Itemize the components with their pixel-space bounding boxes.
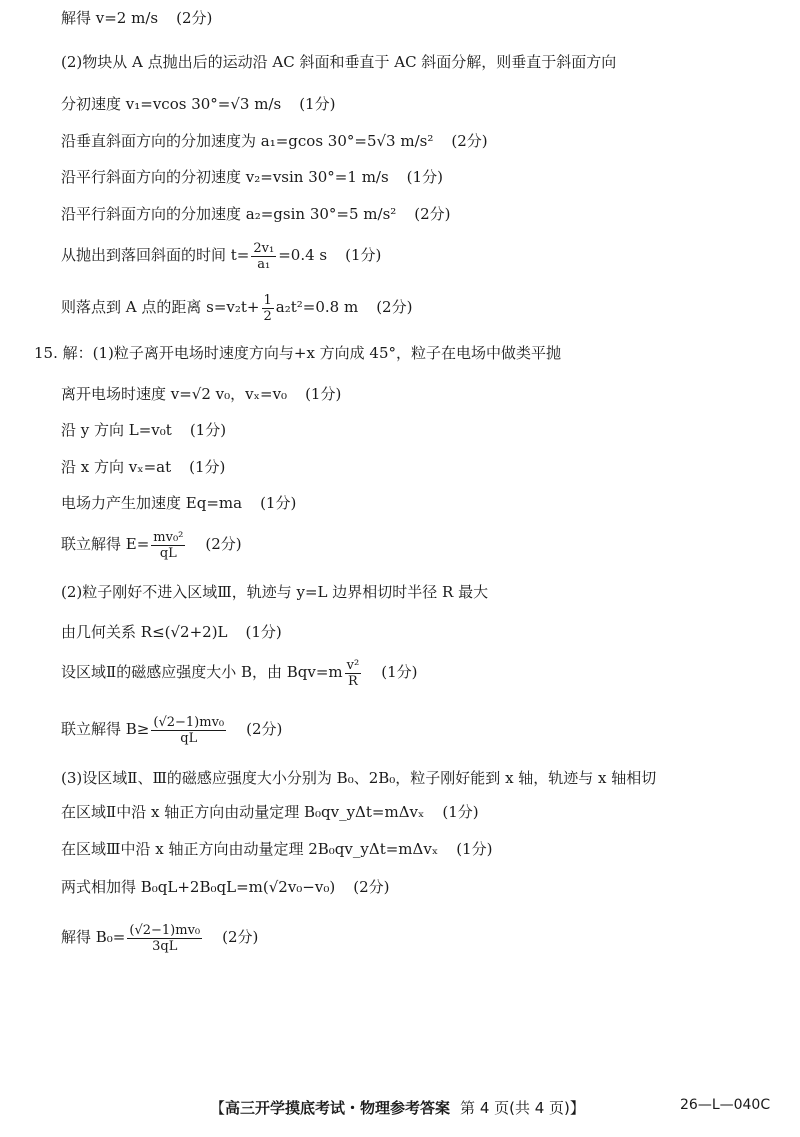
footer-bracket: 】 bbox=[569, 1099, 585, 1117]
fraction bbox=[251, 241, 276, 272]
fraction-denominator: 3qL bbox=[152, 938, 178, 954]
score-label: (1分) bbox=[381, 663, 418, 681]
score-label: (2分) bbox=[205, 535, 242, 553]
solution-line bbox=[61, 420, 226, 440]
solution-line bbox=[61, 52, 616, 72]
line-text: 从抛出到落回斜面的时间 t= bbox=[61, 246, 250, 264]
solution-line bbox=[61, 839, 492, 859]
footer-subject: 物理参考答案 bbox=[360, 1099, 451, 1117]
solution-line bbox=[61, 712, 282, 746]
solution-line bbox=[61, 877, 389, 897]
solution-line bbox=[61, 457, 225, 477]
solution-line bbox=[61, 920, 258, 954]
solution-line bbox=[61, 167, 443, 187]
score-label: (1分) bbox=[345, 246, 382, 264]
solution-line bbox=[61, 204, 451, 224]
line-text: 沿 y 方向 L=v₀t bbox=[61, 421, 172, 439]
fraction-numerator: (√2−1)mv₀ bbox=[129, 922, 201, 938]
line-text: 解得 v=2 m/s bbox=[61, 9, 159, 27]
line-text: (2)粒子刚好不进入区域Ⅲ，轨迹与 y=L 边界相切时半径 R 最大 bbox=[61, 583, 489, 601]
line-text: (2)物块从 A 点抛出后的运动沿 AC 斜面和垂直于 AC 斜面分解，则垂直于斜面方向 bbox=[61, 53, 617, 71]
page-footer bbox=[210, 1097, 585, 1118]
score-label: (1分) bbox=[260, 494, 297, 512]
line-text: 分初速度 v₁=vcos 30°=√3 m/s bbox=[61, 95, 282, 113]
line-text: 由几何关系 R≤(√2+2)L bbox=[61, 623, 228, 641]
line-text: 沿平行斜面方向的分初速度 v₂=vsin 30°=1 m/s bbox=[61, 168, 389, 186]
line-text: 在区域Ⅲ中沿 x 轴正方向由动量定理 2B₀qv_yΔt=mΔvₓ bbox=[61, 840, 439, 858]
fraction-numerator: mv₀² bbox=[153, 529, 184, 545]
score-label: (2分) bbox=[451, 132, 488, 150]
footer-doc-code: 26—L—040C bbox=[680, 1097, 771, 1113]
score-label: (1分) bbox=[189, 421, 227, 439]
fraction bbox=[151, 530, 185, 561]
line-text: (3)设区域Ⅱ、Ⅲ的磁感应强度大小分别为 B₀、2B₀，粒子刚好能到 x 轴，轨迹与 x 轴相切 bbox=[61, 769, 657, 787]
score-label: (1分) bbox=[456, 840, 493, 858]
footer-exam-name: 高三开学摸底考试・ bbox=[225, 1099, 361, 1117]
score-label: (2分) bbox=[176, 9, 213, 27]
line-text: 联立解得 E= bbox=[61, 535, 150, 553]
solution-line bbox=[61, 768, 656, 788]
footer-page-number: 第 4 页(共 4 页) bbox=[460, 1099, 570, 1117]
fraction bbox=[127, 923, 202, 954]
line-text: a₂t²=0.8 m bbox=[275, 298, 359, 316]
fraction-denominator: 2 bbox=[263, 308, 272, 324]
line-text: 沿 x 方向 vₓ=at bbox=[61, 458, 172, 476]
solution-line bbox=[61, 622, 282, 642]
fraction-denominator: qL bbox=[159, 545, 177, 561]
fraction bbox=[345, 658, 362, 689]
line-text: 则落点到 A 点的距离 s=v₂t+ bbox=[61, 298, 260, 316]
score-label: (2分) bbox=[222, 928, 259, 946]
score-label: (1分) bbox=[442, 803, 479, 821]
line-text: =0.4 s bbox=[278, 246, 328, 264]
fraction-denominator: a₁ bbox=[257, 256, 271, 272]
fraction-numerator: 2v₁ bbox=[253, 240, 275, 256]
fraction-denominator: R bbox=[348, 673, 358, 689]
solution-line bbox=[61, 582, 488, 602]
solution-line bbox=[61, 528, 242, 561]
fraction-numerator: v² bbox=[346, 657, 360, 673]
solution-line bbox=[61, 493, 296, 513]
solution-line bbox=[61, 131, 488, 151]
fraction-denominator: qL bbox=[180, 730, 198, 746]
line-text: 电场力产生加速度 Eq=ma bbox=[61, 494, 243, 512]
line-text: 沿平行斜面方向的分加速度 a₂=gsin 30°=5 m/s² bbox=[61, 205, 397, 223]
line-text: 两式相加得 B₀qL+2B₀qL=m(√2v₀−v₀) bbox=[61, 878, 336, 896]
score-label: (2分) bbox=[376, 298, 413, 316]
fraction-numerator: (√2−1)mv₀ bbox=[153, 714, 225, 730]
footer-bracket: 【 bbox=[210, 1099, 226, 1117]
fraction bbox=[262, 293, 274, 324]
line-text: 沿垂直斜面方向的分加速度为 a₁=gcos 30°=5√3 m/s² bbox=[61, 132, 434, 150]
fraction bbox=[151, 715, 226, 746]
line-text: 联立解得 B≥ bbox=[61, 720, 150, 738]
solution-line bbox=[61, 802, 479, 822]
line-text: 设区域Ⅱ的磁感应强度大小 B，由 Bqv=m bbox=[61, 663, 343, 681]
line-text: 离开电场时速度 v=√2 v₀，vₓ=v₀ bbox=[61, 385, 288, 403]
question-heading bbox=[34, 343, 561, 363]
solution-line bbox=[61, 384, 341, 404]
score-label: (1分) bbox=[299, 95, 336, 113]
solution-line bbox=[61, 8, 212, 28]
line-text: 解得 B₀= bbox=[61, 928, 126, 946]
score-label: (1分) bbox=[245, 623, 282, 641]
solution-line bbox=[61, 94, 335, 114]
fraction-numerator: 1 bbox=[263, 292, 272, 308]
score-label: (1分) bbox=[189, 458, 226, 476]
solution-line bbox=[61, 292, 412, 324]
score-label: (1分) bbox=[305, 385, 342, 403]
score-label: (2分) bbox=[353, 878, 390, 896]
score-label: (2分) bbox=[414, 205, 451, 223]
score-label: (2分) bbox=[246, 720, 283, 738]
line-text: 在区域Ⅱ中沿 x 轴正方向由动量定理 B₀qv_yΔt=mΔvₓ bbox=[61, 803, 425, 821]
score-label: (1分) bbox=[406, 168, 443, 186]
line-text: 15. 解：(1)粒子离开电场时速度方向与+x 方向成 45°，粒子在电场中做类平抛 bbox=[34, 344, 562, 362]
solution-line bbox=[61, 655, 417, 689]
solution-line bbox=[61, 240, 381, 272]
